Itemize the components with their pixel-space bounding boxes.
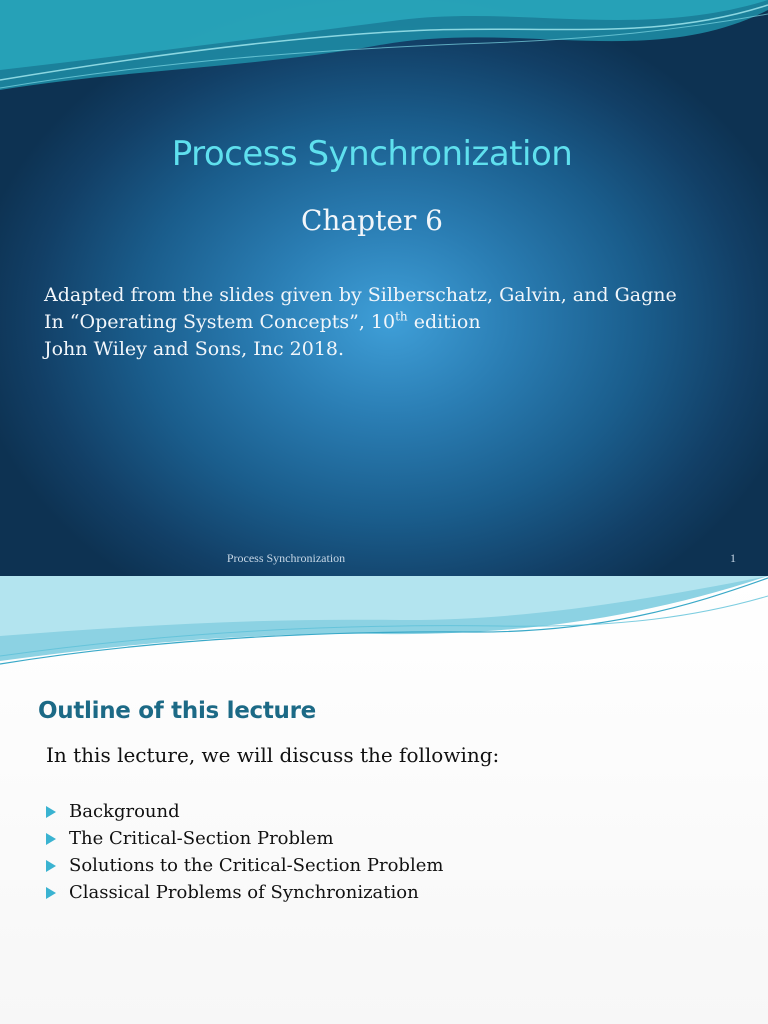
list-item-text: Solutions to the Critical-Section Problem	[69, 855, 444, 876]
wave-decoration	[0, 576, 768, 666]
list-item	[46, 798, 443, 825]
slide-title: Outline of this lecture	[38, 698, 316, 724]
list-item	[46, 825, 443, 852]
wave-decoration	[0, 0, 768, 90]
edition-text: edition	[407, 311, 481, 333]
intro-text: In this lecture, we will discuss the following:	[46, 743, 500, 767]
attribution-text	[44, 283, 724, 364]
list-item	[46, 852, 443, 879]
page-number: 1	[730, 551, 736, 565]
arrow-bullet-icon	[46, 806, 56, 818]
slide-footer: Process Synchronization	[226, 551, 346, 565]
list-item-text: Classical Problems of Synchronization	[69, 882, 419, 903]
attribution-line: John Wiley and Sons, Inc 2018.	[44, 338, 345, 360]
slide-title: Process Synchronization	[171, 134, 573, 174]
slide-subtitle: Chapter 6	[301, 204, 443, 237]
list-item	[46, 879, 443, 906]
arrow-bullet-icon	[46, 860, 56, 872]
attribution-line	[44, 310, 724, 335]
arrow-bullet-icon	[46, 887, 56, 899]
ordinal-suffix: th	[395, 309, 408, 324]
book-title-text: In “Operating System Concepts”, 10	[44, 311, 396, 333]
outline-list	[46, 798, 443, 906]
list-item-text: The Critical-Section Problem	[69, 828, 334, 849]
attribution-line: Adapted from the slides given by Silberschatz, Galvin, and Gagne	[44, 284, 677, 306]
list-item-text: Background	[69, 801, 180, 822]
outline-slide	[0, 576, 768, 1024]
arrow-bullet-icon	[46, 833, 56, 845]
